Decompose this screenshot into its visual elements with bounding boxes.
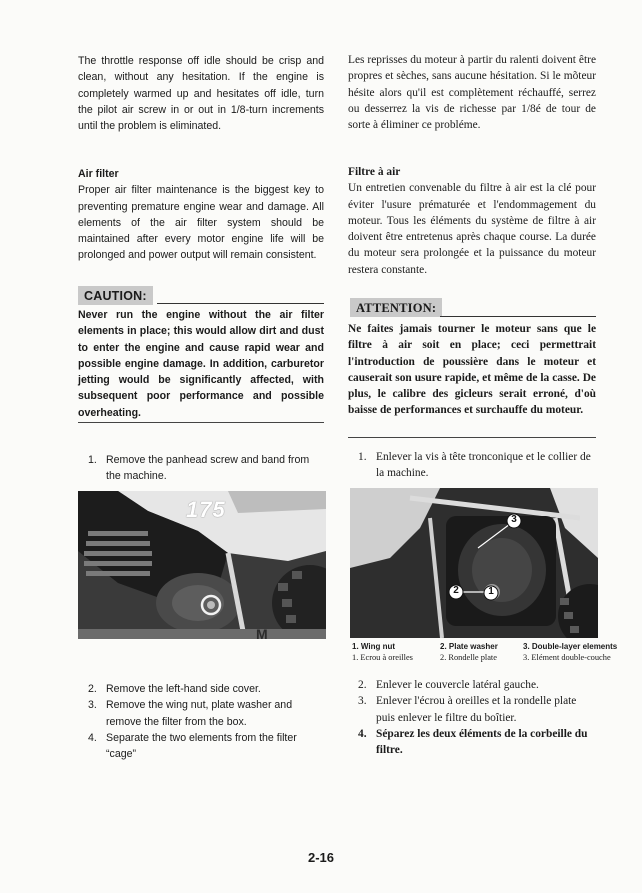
air-filter-paragraph-fr: Un entretien convenable du filtre à air est la clé pour éviter l'usure prématurée et l'endommagement du moteur. Tous les éléments du système de filtre à air doivent être entretenus après chaque course. La durée du moteur sera prolongée et la puissance du moteur restera constante. bbox=[348, 182, 596, 276]
caution-badge-en: CAUTION: bbox=[78, 286, 153, 305]
caution-text-en bbox=[78, 307, 324, 421]
step-number: 4. bbox=[358, 727, 367, 740]
step-number: 1. bbox=[88, 454, 97, 466]
step-text: Enlever l'écrou à oreilles et la rondelle plate puis enlever le filtre du boîtier. bbox=[376, 695, 577, 724]
callout-2: 2 bbox=[453, 585, 459, 596]
air-filter-section-fr bbox=[348, 164, 596, 278]
list-item bbox=[348, 677, 598, 693]
step1-fr bbox=[348, 449, 598, 482]
caution-text-fr bbox=[348, 321, 596, 419]
list-item bbox=[348, 726, 598, 759]
air-filter-box-photo bbox=[350, 488, 598, 638]
caution-label-underline-en bbox=[157, 303, 324, 304]
step-text: Remove the panhead screw and band from the machine. bbox=[106, 454, 310, 483]
caution-bottom-rule-en bbox=[78, 422, 324, 423]
decal-175: 175 bbox=[186, 497, 226, 522]
step-text: Enlever la vis à tête tronconique et le collier de la machine. bbox=[376, 451, 591, 480]
attention-paragraph-fr: Ne faites jamais tourner le moteur sans que le filtre à air soit en place; ceci permettrait l'introduction de poussière dans le moteur et causerait son usure rapide, et même de la casse. De plus, le calibre des gicleurs serait erroné, d'où baisse de performances et surchauffe du moteur. bbox=[348, 323, 596, 417]
motorcycle-side-photo bbox=[78, 491, 326, 639]
attention-label-underline-fr bbox=[440, 316, 596, 317]
list-item bbox=[78, 697, 326, 730]
step-number: 2. bbox=[358, 679, 367, 691]
caption-wing-nut-fr: 1. Ecrou à oreilles bbox=[352, 653, 413, 662]
french-column bbox=[348, 52, 596, 133]
air-filter-illustration bbox=[350, 488, 598, 638]
caption-double-layer-en: 3. Double-layer elements bbox=[523, 642, 618, 651]
attention-badge-fr: ATTENTION: bbox=[350, 298, 442, 317]
step1-en bbox=[78, 452, 324, 485]
step-number: 3. bbox=[358, 695, 367, 708]
callout-3: 3 bbox=[511, 514, 517, 525]
callout-1: 1 bbox=[488, 586, 494, 597]
list-item bbox=[78, 681, 326, 697]
list-item bbox=[78, 452, 324, 485]
step-text: Séparez les deux éléments de la corbeille du filtre. bbox=[376, 727, 588, 757]
page-number: 2-16 bbox=[307, 850, 335, 865]
caution-label-fr bbox=[350, 298, 442, 317]
caution-paragraph-en: Never run the engine without the air filter elements in place; this would allow dirt and dust to enter the engine and cause rapid wear and possible engine damage. In addition, carburetor jetting would be significantly affected, with subsequent poor performance and possible overheating. bbox=[78, 309, 324, 419]
step-text: Remove the wing nut, plate washer and remove the filter from the box. bbox=[106, 699, 293, 728]
intro-paragraph-fr: Les reprisses du moteur à partir du ralenti doivent être propres et sèches, sans aucune hésitation. Si le mõteur hésite alors qu'il est complètement réchauffé, serrez ou desserrez la vis de richesse par 1/8é de tour de sorte à éliminer ce probléme. bbox=[348, 54, 596, 132]
step-number: 3. bbox=[88, 699, 97, 712]
list-item bbox=[348, 449, 598, 482]
air-filter-paragraph-en: Proper air filter maintenance is the biggest key to preventing premature engine wear and damage. All elements of the air filter system should be maintained after every motor engine life will be prolonged and power output will remain consistent. bbox=[78, 184, 324, 262]
air-filter-heading-en: Air filter bbox=[78, 168, 119, 180]
air-filter-section-en bbox=[78, 166, 324, 264]
list-item bbox=[78, 730, 326, 763]
intro-paragraph-en: The throttle response off idle should be crisp and clean, without any hesitation. If the engine is completely warmed up and hesitates off idle, turn the pilot air screw in or out in 1/8-turn increments until the problem is eliminated. bbox=[78, 55, 324, 133]
step-text: Enlever le couvercle latéral gauche. bbox=[376, 679, 539, 691]
svg-text:M: M bbox=[256, 626, 268, 639]
step-text: Separate the two elements from the filter “cage” bbox=[106, 731, 297, 761]
english-column bbox=[78, 53, 324, 134]
caution-label-en bbox=[78, 286, 153, 305]
steps-2-4-fr bbox=[348, 677, 598, 758]
air-filter-heading-fr: Filtre à air bbox=[348, 166, 401, 178]
list-item bbox=[348, 693, 598, 726]
step-text: Remove the left-hand side cover. bbox=[106, 683, 261, 695]
caption-wing-nut-en: 1. Wing nut bbox=[352, 642, 396, 651]
caption-plate-washer-fr: 2. Rondelle plate bbox=[440, 653, 497, 662]
step-number: 4. bbox=[88, 731, 97, 744]
caption-double-layer-fr: 3. Elément double-couche bbox=[523, 653, 611, 662]
attention-bottom-rule-fr bbox=[348, 437, 596, 438]
caption-plate-washer-en: 2. Plate washer bbox=[440, 642, 498, 651]
step-number: 1. bbox=[358, 451, 367, 463]
steps-2-4-en bbox=[78, 681, 326, 762]
step-number: 2. bbox=[88, 683, 97, 695]
